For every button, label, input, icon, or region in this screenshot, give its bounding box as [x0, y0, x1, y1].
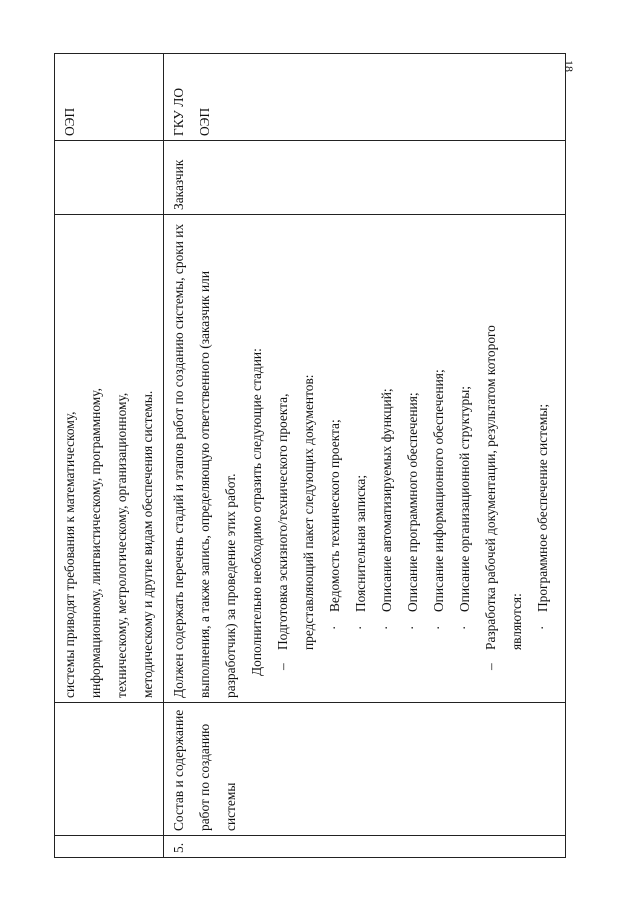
coordinator-line: ГКУ ЛО: [171, 88, 186, 136]
list-item-text: Пояснительная записка;: [353, 474, 368, 612]
list-item: [374, 219, 400, 698]
list-item: [452, 219, 478, 698]
bullet-marker: ·: [327, 625, 342, 630]
list-item-text: Описание информационного обеспечения;: [431, 369, 446, 612]
page-number: 18: [562, 60, 576, 72]
stage-label: Подготовка эскизного/технического проекта,: [275, 393, 290, 650]
responsible-cell: [55, 141, 164, 215]
requirements-table: [54, 53, 566, 858]
dash-marker: –: [275, 663, 290, 670]
row-number-cell: 5.: [164, 836, 566, 858]
list-item: [426, 219, 452, 698]
stage-label: Разработка рабочей документации, результатом которого: [483, 325, 498, 650]
list-item-text: Программное обеспечение системы;: [535, 403, 550, 612]
content-line: методическому и другие видам обеспечения системы.: [140, 390, 155, 698]
list-item-text: Ведомость технического проекта;: [327, 419, 342, 612]
stage-item: [478, 219, 504, 698]
coordinator-cell: ОЭП: [55, 54, 164, 141]
table-row-5: [164, 54, 566, 858]
list-item: [348, 219, 374, 698]
row-number-cell: [55, 836, 164, 858]
content-cell: [55, 215, 164, 703]
bullet-marker: ·: [353, 625, 368, 630]
bullet-marker: ·: [405, 625, 420, 630]
section-name-cell: Состав и содержание работ по созданию системы: [164, 703, 566, 836]
section-name-cell: [55, 703, 164, 836]
bullet-marker: ·: [431, 625, 446, 630]
bullet-marker: ·: [457, 625, 472, 630]
coordinator-line: ОЭП: [197, 107, 212, 136]
list-item: [530, 219, 556, 698]
list-item: [322, 219, 348, 698]
content-line: техническому, метрологическому, организационному,: [114, 392, 129, 698]
stage-item: [270, 219, 296, 698]
stage-continuation: представляющий пакет следующих документов:: [301, 374, 316, 650]
list-item-text: Описание программного обеспечения;: [405, 392, 420, 612]
responsible-cell: Заказчик: [164, 141, 566, 215]
table-row-continued: [55, 54, 164, 858]
additional-paragraph: Дополнительно необходимо отразить следующие стадии:: [249, 348, 264, 676]
rotated-table-container: [54, 54, 560, 858]
content-line: информационному, лингвистическому, программному,: [88, 388, 103, 698]
content-cell: [164, 215, 566, 703]
coordinator-cell: [164, 54, 566, 141]
stage-continuation: являются:: [509, 593, 524, 650]
content-line: системы приводят требования к математическому,: [62, 411, 77, 698]
intro-paragraph: Должен содержать перечень стадий и этапов работ по созданию системы, сроки их выполнения, а также запись, определяющую ответственного (заказчик или разработчик) за проведение этих работ.: [171, 223, 238, 698]
bullet-marker: ·: [379, 625, 394, 630]
list-item-text: Описание автоматизируемых функций;: [379, 388, 394, 612]
bullet-marker: ·: [535, 625, 550, 630]
dash-marker: –: [483, 663, 498, 670]
list-item: [400, 219, 426, 698]
list-item-text: Описание организационной структуры;: [457, 386, 472, 612]
